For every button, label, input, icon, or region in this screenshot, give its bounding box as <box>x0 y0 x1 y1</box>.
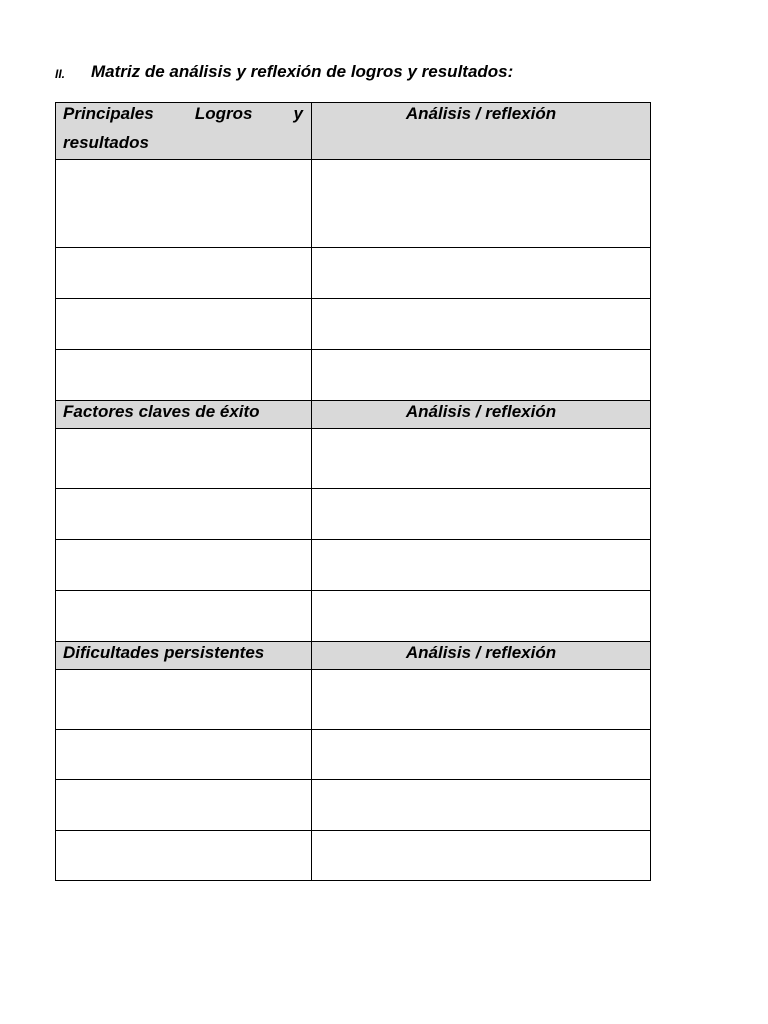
column-header-analisis: Análisis / reflexión <box>312 642 651 670</box>
table-row <box>56 429 651 489</box>
table-cell-input[interactable] <box>56 591 312 642</box>
table-cell-input[interactable] <box>312 831 651 881</box>
table-row <box>56 670 651 730</box>
table-cell-input[interactable] <box>312 489 651 540</box>
table-cell-input[interactable] <box>312 299 651 350</box>
table-cell-input[interactable] <box>312 160 651 248</box>
table-row <box>56 780 651 831</box>
table-row <box>56 730 651 780</box>
table-header-row <box>56 103 651 160</box>
section-title: Matriz de análisis y reflexión de logros y resultados: <box>91 62 514 81</box>
section-number: II. <box>55 67 66 81</box>
table-cell-input[interactable] <box>312 670 651 730</box>
table-row <box>56 831 651 881</box>
table-cell-input[interactable] <box>56 540 312 591</box>
column-header-analisis: Análisis / reflexión <box>312 103 651 160</box>
table-header-row <box>56 642 651 670</box>
column-header-analisis: Análisis / reflexión <box>312 401 651 429</box>
table-cell-input[interactable] <box>56 248 312 299</box>
table-row <box>56 350 651 401</box>
table-cell-input[interactable] <box>312 248 651 299</box>
table-row <box>56 299 651 350</box>
table-row <box>56 160 651 248</box>
table-cell-input[interactable] <box>56 350 312 401</box>
table-cell-input[interactable] <box>56 831 312 881</box>
column-header-factores: Factores claves de éxito <box>56 401 312 429</box>
table-cell-input[interactable] <box>56 730 312 780</box>
table-cell-input[interactable] <box>56 429 312 489</box>
table-row <box>56 540 651 591</box>
table-row <box>56 591 651 642</box>
table-header-row <box>56 401 651 429</box>
column-header-dificultades: Dificultades persistentes <box>56 642 312 670</box>
table-cell-input[interactable] <box>56 299 312 350</box>
table-cell-input[interactable] <box>56 489 312 540</box>
analysis-matrix-table <box>55 102 651 881</box>
table-cell-input[interactable] <box>56 160 312 248</box>
section-heading <box>55 61 715 85</box>
table-cell-input[interactable] <box>56 670 312 730</box>
table-cell-input[interactable] <box>312 780 651 831</box>
table-row <box>56 248 651 299</box>
table-cell-input[interactable] <box>312 730 651 780</box>
table-cell-input[interactable] <box>312 350 651 401</box>
table-cell-input[interactable] <box>56 780 312 831</box>
table-cell-input[interactable] <box>312 540 651 591</box>
column-header-logros: Principales Logros y resultados <box>56 103 312 160</box>
table-cell-input[interactable] <box>312 591 651 642</box>
table-row <box>56 489 651 540</box>
table-cell-input[interactable] <box>312 429 651 489</box>
